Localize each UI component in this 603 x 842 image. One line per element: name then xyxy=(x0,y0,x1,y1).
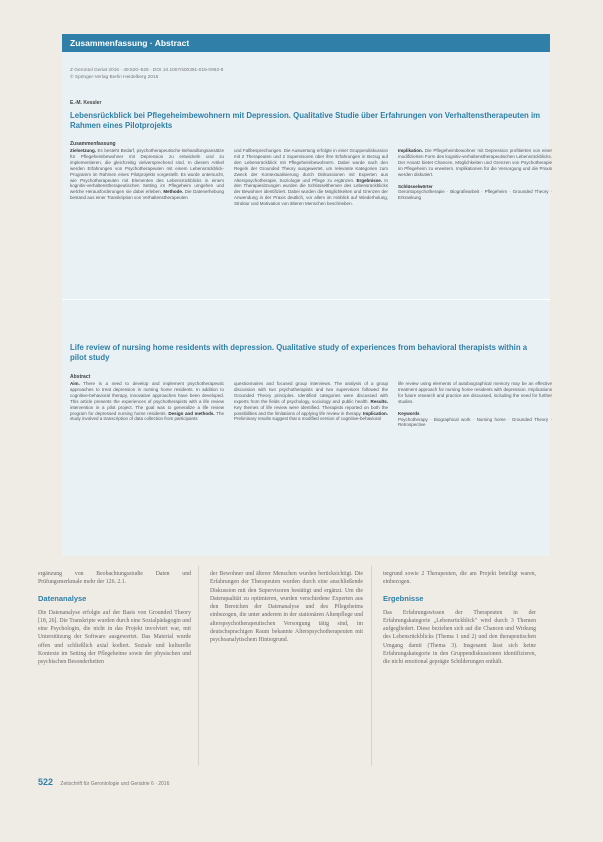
text-col3-en: life review using elements of autobiographical memory may be an effective treatment approach for nursing home residents with depression. Implications for future research and practice are discussed, including the need for further studies. xyxy=(398,381,552,404)
page-footer xyxy=(38,777,169,787)
journal-name: Zeitschrift für Gerontologie und Geriatrie 6 · 2016 xyxy=(60,781,170,787)
text-results-en: Key themes of life review were identified. Therapists reported on both the possibilities and the limitations of applying life review in therapy. xyxy=(234,404,388,416)
abstract-header: Zusammenfassung · Abstract xyxy=(62,34,550,52)
heading-datenanalyse: Datenanalyse xyxy=(38,593,87,603)
english-keywords: Psychotherapy · Biographical work · Nursing home · Grounded Theory · Retrospective xyxy=(398,416,552,428)
text-design-en: The study involved a transcription of data collection from participants xyxy=(70,410,224,422)
body-col-1 xyxy=(38,570,191,766)
body-text-1a: ergänzung von Beobachtungsstudie Daten und Prüfungsmerkmale mehr der 126. 2.1. xyxy=(38,571,191,586)
label-results-en: Results. xyxy=(370,398,388,404)
body-text-3b: Das Erfahrungswissen der Therapeuten in der Erfahrungskategorie „Lebensrückblick" wird durch 3 Themen aufgegliedert. Diese beziehen sich auf die Chancen und Wirkung des Lebensrückblicks (Thema 1 und 2) und den therapeutischen Umgang damit (Thema 3). Insgesamt lässt sich keine Erfahrungskategorie in den Gruppendiskussionen identifizieren, die nicht emotional geprägte Schilderungen enthält. xyxy=(383,609,536,666)
label-impl-en: Implication. xyxy=(362,410,388,416)
column-rule xyxy=(371,566,372,766)
text-col2-en: questionnaires and focused group interviews. The analysis of a group discussion with two psychotherapists and two supervisors followed the Grounded Theory principles. Identified categories were discussed with experts from the fields of psychology, sociology and public health. xyxy=(234,381,388,404)
body-col-2 xyxy=(210,570,363,766)
german-keywords: Gerontopsychotherapie · Biografiearbeit · Pflegeheim · Grounded Theory · Erkrankung xyxy=(398,189,552,201)
body-text-2: der Bewohner und älterer Menschen wurden berücksichtigt. Die Erfahrungen der Therapeuten wurden durch eine anschließende Diskussion mit den Supervisoren bestätigt und ergänzt. Um die Datenqualität zu optimieren, wurden verschiedene Experten aus den Bereichen der Datenanalyse und des Pflegeheims einbezogen, die unter anderem in der stationären Altenpflege und alterspsychotherapeutischen Versorgung tätig sind, im deutschsprachigen Raum bekannte Alterspsychotherapeuten mit psychoanalytischem Hintergrund. xyxy=(210,571,363,644)
label-aim-de: Zielsetzung. xyxy=(70,148,97,153)
english-col-2 xyxy=(234,381,388,549)
text-col2-de: und Fallbesprechungen. Die Auswertung erfolgte in einer Gruppendiskussion mit 2 Therapeuten und 2 Supervisoren über ihre Erfahrungen in Bezug auf den Lebensrückblick mit Pflegeheimbewohnern. Dabei wurde nach den Regeln der Grounded Theory ausgewertet, um relevante Kategorien zum Zweck der Kontextualisierung durch Diskussionen mit Experten aus Alterspsychotherapie, Soziologie und Pflege zu ergänzen. xyxy=(234,148,388,183)
label-method-de: Methode. xyxy=(163,189,184,195)
abstract-box xyxy=(62,34,550,556)
body-text-3a: tergrund sowie 2 Therapeuten, die am Projekt beteiligt waren, einbezogen. xyxy=(383,571,536,586)
label-results-de: Ergebnisse. xyxy=(356,177,382,183)
german-col-2 xyxy=(234,148,388,328)
text-aim-en: There is a need to develop and implement psychotherapeutic approaches to treat depression in nursing home residents. In addition to cognitive-behavioral therapy, innovative approaches have been developed. This article presents the experiences of psychotherapists with a life review intervention in a pilot project. The goal was to generalize a life review program for depressed nursing home residents. xyxy=(70,381,224,416)
label-impl-de: Implikation. xyxy=(398,148,424,153)
english-col-3 xyxy=(398,381,552,549)
citation-line: Z Gerontol Geriat 2016 · 49:520–525 · DOI 10.1007/s00391-015-0963-8 xyxy=(70,68,224,73)
german-keywords-heading: Schlüsselwörter xyxy=(398,183,433,189)
section-divider xyxy=(62,299,550,300)
english-keywords-heading: Keywords xyxy=(398,410,420,416)
label-aim-en: Aim. xyxy=(70,381,80,386)
column-rule xyxy=(198,566,199,766)
heading-ergebnisse: Ergebnisse xyxy=(383,593,424,603)
body-col-3 xyxy=(383,570,536,766)
author: E.-M. Kessler xyxy=(70,100,102,106)
text-results-de: In den Therapiesitzungen wurden die Schlüsselthemen des Lebensrückblicks der Bewohner identifiziert. Dabei wurden die Möglichkeiten und Grenzen der Anwendung in der Praxis deutlich, vor allem im Hinblick auf Wiederholung, Struktur und Motivation von älteren Menschen beschrieben. xyxy=(234,177,388,207)
german-col-3 xyxy=(398,148,552,328)
german-title: Lebensrückblick bei Pflegeheimbewohnern mit Depression. Qualitative Studie über Erfahrungen von Verhaltenstherapeuten im Rahmen eines Pilotprojekts xyxy=(70,111,541,130)
body-text-1b: Die Datenanalyse erfolgte auf der Basis von Grounded Theory [18, 26]. Die Transkripte wurden durch eine Sozialpädagogin und eine Psychologin, die nicht in das Projekt involviert war, mit Unterstützung der Software ausgewertet. Das Material wurde offen und schließlich axial kodiert. Soziale und kulturelle Kontexte im Setting der Pflegeheime sowie der physischen und psychischen Besonderheiten xyxy=(38,609,191,666)
german-col-1 xyxy=(70,148,224,328)
text-impl-en: Preliminary results suggest that a modified version of cognitive-behavioral xyxy=(234,416,381,422)
english-title: Life review of nursing home residents with depression. Qualitative study of experiences from behavioral therapists within a pilot study xyxy=(70,343,528,362)
text-aim-de: Es besteht Bedarf, psychotherapeutische Behandlungsansätze für Pflegeheimbewohner mit Depression zu entwickeln und zu implementieren, die gleichzeitig vielversprechend sind. In diesem Artikel werden Erfahrungen von Psychotherapeuten mit einem Lebensrückblick-Programm im Rahmen eines Pilotprojekts vorgestellt. Es wurde untersucht, wie Psychotherapeuten mit Elementen des Lebensrückblicks in einem kognitiv-verhaltenstherapeutischen Setting im Pflegeheim umgehen und welche Herausforderungen sie dabei erleben. xyxy=(70,148,224,195)
english-col-1 xyxy=(70,381,224,549)
german-section-heading: Zusammenfassung xyxy=(70,141,116,147)
page-number: 522 xyxy=(38,777,54,787)
text-impl-de: Die Pflegeheimbewohner mit Depression profitierten von einer modifizierten Form des kognitiv-verhaltenstherapeutischen Lebensrückblicks. Der Ansatz bietet Chancen, Möglichkeiten und Grenzen von Psychotherapie im Pflegeheim zu erweitern. Implikationen für die Versorgung und die Praxis werden diskutiert. xyxy=(398,148,552,177)
english-section-heading: Abstract xyxy=(70,374,91,380)
copyright-line: © Springer-Verlag Berlin Heidelberg 2015 xyxy=(70,75,159,80)
text-method-de: Die Datenerhebung bestand aus einer Transkription von Verhaltenstherapeuten xyxy=(70,189,224,201)
label-design-en: Design and methods. xyxy=(168,410,215,416)
